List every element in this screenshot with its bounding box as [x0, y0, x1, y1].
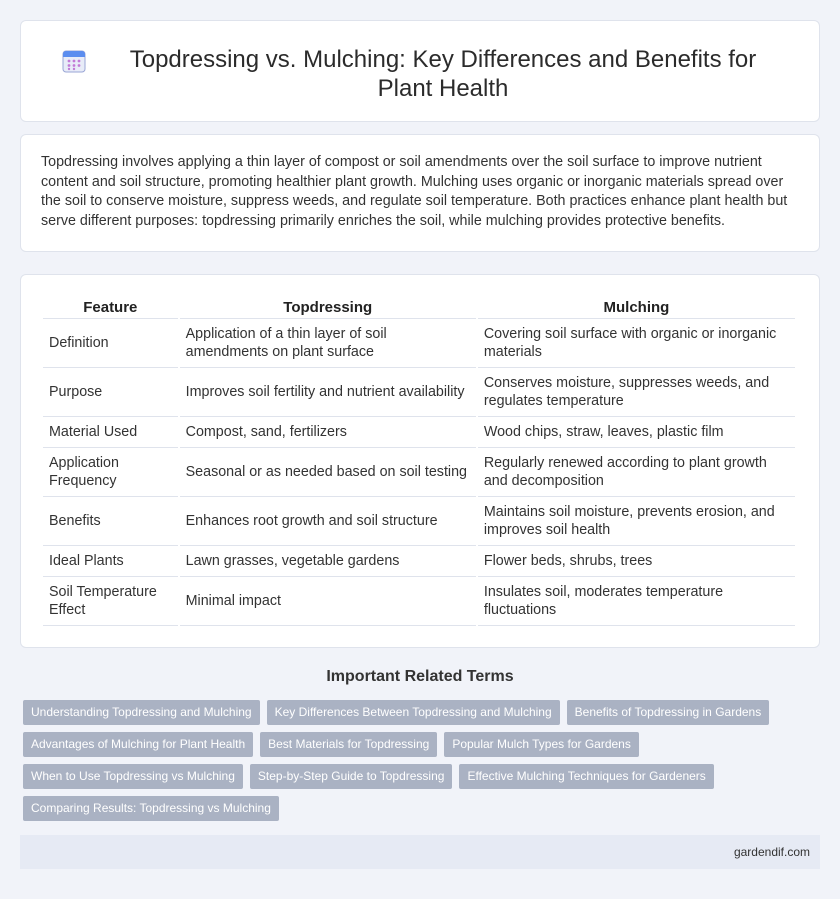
comparison-table [41, 293, 797, 626]
related-term-link[interactable]: Step-by-Step Guide to Topdressing [250, 764, 453, 789]
intro-text: Topdressing involves applying a thin layer of compost or soil amendments over the soil surface to improve nutrient content and soil structure, promoting healthier plant growth. Mulching uses organic or inorganic materials spread over the soil to conserve moisture, suppress weeds, and regulate soil temperature. Both practices enhance plant health but serve different purposes: topdressing primarily enriches the soil, while mulching provides protective benefits. [41, 154, 788, 229]
cell-topdressing: Enhances root growth and soil structure [180, 497, 476, 546]
related-term-link[interactable]: Understanding Topdressing and Mulching [23, 700, 260, 725]
table-row [43, 546, 795, 577]
cell-topdressing: Lawn grasses, vegetable gardens [180, 546, 476, 577]
cell-topdressing: Improves soil fertility and nutrient availability [180, 368, 476, 417]
related-term-link[interactable]: Comparing Results: Topdressing vs Mulching [23, 796, 279, 821]
comparison-card [20, 274, 820, 648]
related-terms-title: Important Related Terms [326, 668, 514, 685]
cell-feature: Benefits [43, 497, 178, 546]
table-row [43, 577, 795, 626]
cell-mulching: Regularly renewed according to plant growth and decomposition [478, 448, 795, 497]
cell-feature: Material Used [43, 417, 178, 448]
calendar-icon [61, 48, 87, 74]
cell-mulching: Maintains soil moisture, prevents erosion, and improves soil health [478, 497, 795, 546]
cell-topdressing: Seasonal or as needed based on soil testing [180, 448, 476, 497]
footer [20, 835, 820, 869]
intro-card [20, 134, 820, 252]
table-row [43, 497, 795, 546]
cell-mulching: Covering soil surface with organic or inorganic materials [478, 319, 795, 368]
table-row [43, 319, 795, 368]
related-term-link[interactable]: Advantages of Mulching for Plant Health [23, 732, 253, 757]
table-row [43, 448, 795, 497]
cell-feature: Soil Temperature Effect [43, 577, 178, 626]
cell-topdressing: Compost, sand, fertilizers [180, 417, 476, 448]
header-mulching: Mulching [478, 293, 795, 319]
cell-mulching: Wood chips, straw, leaves, plastic film [478, 417, 795, 448]
related-term-link[interactable]: When to Use Topdressing vs Mulching [23, 764, 243, 789]
cell-feature: Purpose [43, 368, 178, 417]
header-feature: Feature [43, 293, 178, 319]
page-title: Topdressing vs. Mulching: Key Differences and Benefits for Plant Health [129, 46, 757, 102]
cell-mulching: Flower beds, shrubs, trees [478, 546, 795, 577]
title-wrap [21, 21, 819, 103]
related-term-link[interactable]: Effective Mulching Techniques for Gardeners [459, 764, 713, 789]
cell-topdressing: Application of a thin layer of soil amendments on plant surface [180, 319, 476, 368]
cell-feature: Definition [43, 319, 178, 368]
cell-topdressing: Minimal impact [180, 577, 476, 626]
related-terms-list [23, 700, 813, 828]
table-row [43, 368, 795, 417]
cell-feature: Application Frequency [43, 448, 178, 497]
header-topdressing: Topdressing [180, 293, 476, 319]
cell-mulching: Conserves moisture, suppresses weeds, and regulates temperature [478, 368, 795, 417]
table-row [43, 417, 795, 448]
related-term-link[interactable]: Benefits of Topdressing in Gardens [567, 700, 770, 725]
title-card [20, 20, 820, 122]
cell-mulching: Insulates soil, moderates temperature fluctuations [478, 577, 795, 626]
related-term-link[interactable]: Best Materials for Topdressing [260, 732, 437, 757]
related-term-link[interactable]: Key Differences Between Topdressing and Mulching [267, 700, 560, 725]
related-term-link[interactable]: Popular Mulch Types for Gardens [444, 732, 639, 757]
footer-site-name: gardendif.com [733, 845, 810, 859]
table-header-row [43, 293, 795, 319]
cell-feature: Ideal Plants [43, 546, 178, 577]
